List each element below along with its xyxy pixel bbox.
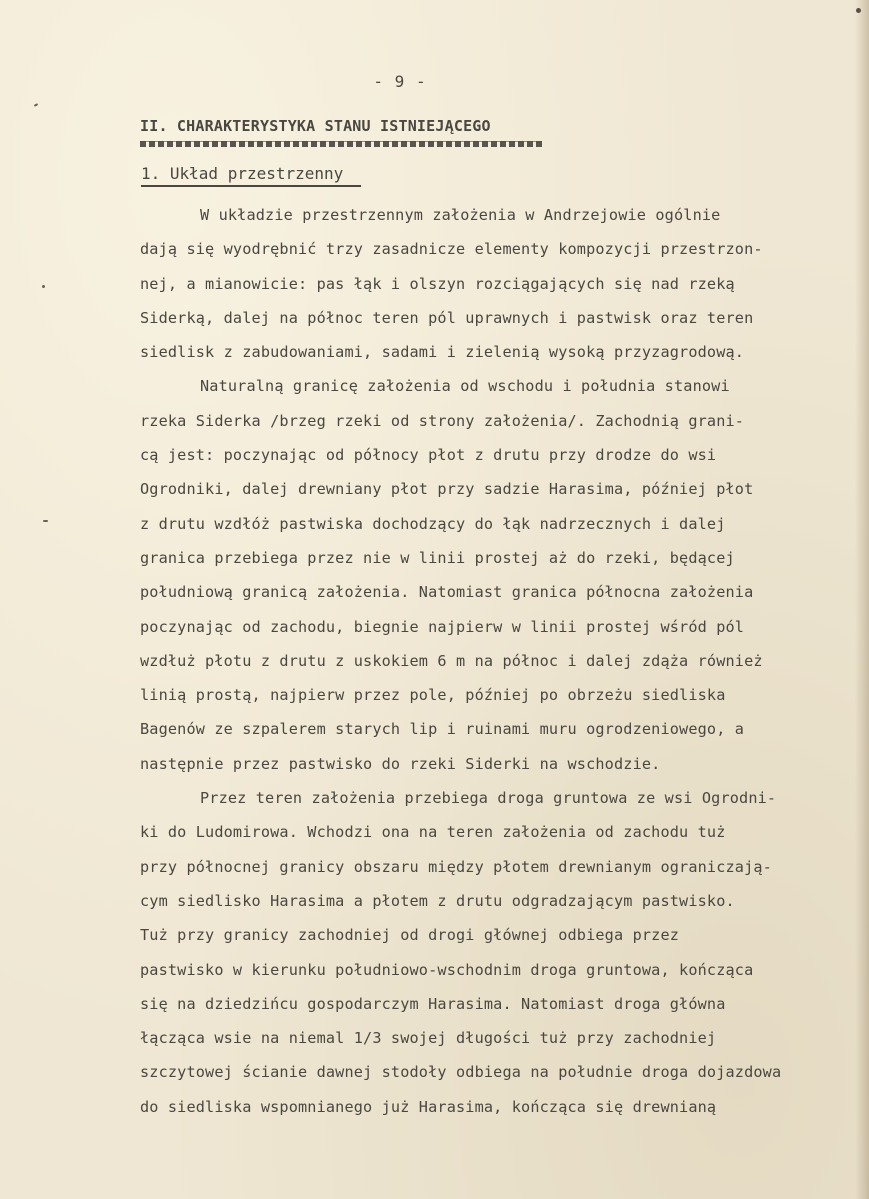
corner-speck [856,8,861,13]
text-line: się na dziedzińcu gospodarczym Harasima. Natomiast droga główna [140,994,726,1013]
page-number: - 9 - [373,72,427,91]
text-line: linią prostą, najpierw przez pole, później po obrzeżu siedliska [140,686,726,705]
section-heading-underline [140,141,542,147]
text-line: południową granicą założenia. Natomiast granica północna założenia [140,583,754,602]
text-line: wzdłuż płotu z drutu z uskokiem 6 m na północ i dalej zdąża również [140,651,763,670]
body-text [140,201,840,1127]
text-line: Naturalną granicę założenia od wschodu i południa stanowi [200,377,730,396]
text-line: poczynając od zachodu, biegnie najpierw w linii prostej wśród pól [140,617,745,636]
subsection-heading: 1. Układ przestrzenny [141,164,344,183]
subsection-heading-underline [141,185,361,187]
text-line: łącząca wsie na niemal 1/3 swojej długości tuż przy zachodniej [140,1029,717,1048]
text-line: Bagenów ze szpalerem starych lip i ruinami muru ogrodzeniowego, a [140,720,745,739]
text-line: szczytowej ścianie dawnej stodoły odbiega na południe droga dojazdowa [140,1063,782,1082]
text-line: ki do Ludomirowa. Wchodzi ona na teren założenia od zachodu tuż [140,823,726,842]
text-line: Tuż przy granicy zachodniej od drogi głównej odbiega przez [140,926,680,945]
text-line: siedlisk z zabudowaniami, sadami i zielenią wysoką przyzagrodową. [140,343,745,362]
text-line: Przez teren założenia przebiega droga gruntowa ze wsi Ogrodni- [200,789,777,808]
text-line: granica przebiega przez nie w linii prostej aż do rzeki, będącej [140,548,735,567]
margin-speck [34,103,38,107]
text-line: Siderką, dalej na północ teren pól uprawnych i pastwisk oraz teren [140,308,754,327]
text-line: W układzie przestrzennym założenia w Andrzejowie ogólnie [200,206,721,224]
text-line: nej, a mianowicie: pas łąk i olszyn rozciągających się nad rzeką [140,274,735,293]
text-line: cą jest: poczynając od północy płot z drutu przy drodze do wsi [140,446,717,465]
page-edge-shadow [855,0,869,1199]
text-line: Ogrodniki, dalej drewniany płot przy sadzie Harasima, później płot [140,480,754,499]
text-line: dają się wyodrębnić trzy zasadnicze elementy kompozycji przestrzon- [140,240,763,259]
text-line: do siedliska wspomnianego już Harasima, kończąca się drewnianą [140,1097,717,1116]
section-heading: II. CHARAKTERYSTYKA STANU ISTNIEJĄCEGO [140,117,491,135]
text-line: cym siedlisko Harasima a płotem z drutu odgradzającym pastwisko. [140,891,735,910]
text-line: przy północnej granicy obszaru między płotem drewnianym ograniczają- [140,857,772,876]
margin-speck [43,520,48,522]
margin-speck [42,285,45,288]
text-line: z drutu wzdłóż pastwiska dochodzący do łąk nadrzecznych i dalej [140,514,726,533]
text-line: następnie przez pastwisko do rzeki Siderki na wschodzie. [140,754,661,773]
text-line: rzeka Siderka /brzeg rzeki od strony założenia/. Zachodnią grani- [140,411,745,430]
text-line: pastwisko w kierunku południowo-wschodnim droga gruntowa, kończąca [140,960,754,979]
